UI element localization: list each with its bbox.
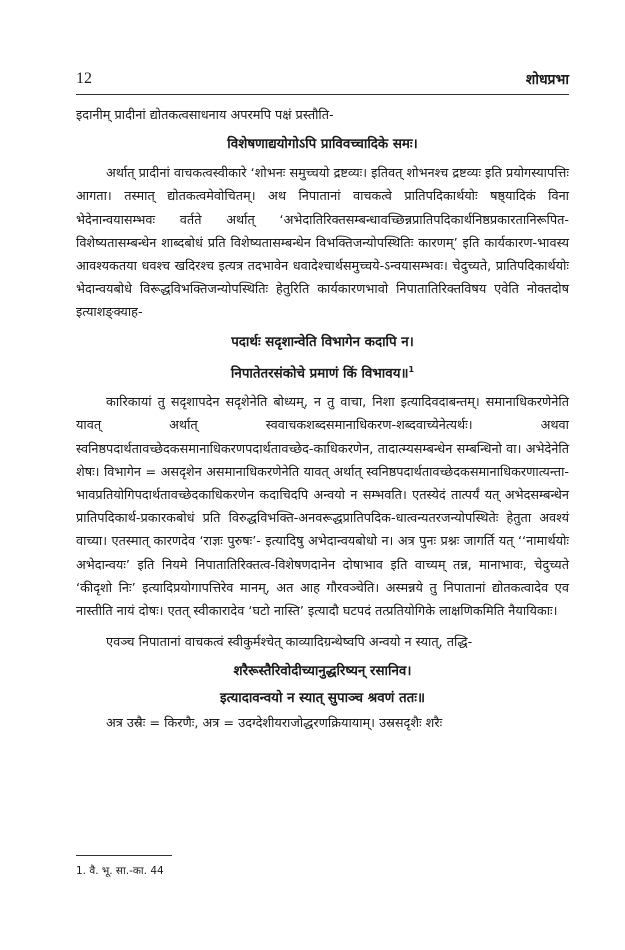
intro-line: इदानीम् प्रादीनां द्योतकत्वसाधनाय अपरमपि पक्षं प्रस्तौति- (76, 108, 334, 123)
footnote-marker: 1 (408, 364, 415, 374)
verse-karika-2-line-1: पदार्थः सदृशान्वेति विभागेन कदापि न। (231, 334, 414, 350)
running-head: शोधप्रभा (525, 72, 569, 88)
header-rule (76, 94, 569, 95)
paragraph-4: अत्र उस्रैः = किरणैः, अत्र = उदग्देशीयराजोद्धरणक्रियायाम्। उस्रसदृशैः शरैः (106, 716, 443, 732)
verse-karika-2-line-2 (76, 356, 569, 387)
footnote: 1. वै. भू. सा.-का. 44 (76, 865, 164, 877)
verse-3-line-1: शरैरूस्तैरिवोदीच्यानुद्धरिष्यन् रसानिव। (233, 664, 412, 680)
verse-text: निपातेतरसंकोचे प्रमाणं किं विभावय॥ (230, 366, 409, 382)
main-text (76, 104, 569, 736)
paragraph-2: कारिकायां तु सदृशापदेन सदृशेनेति बोध्यम्, न तु वाचा, निशा इत्यादिवदाबन्तम्। समानाधिकरणेनेति यावत् अर्थात् स्ववाचकशब्दसमानाधिकरण-शब्दवाच्येनेत्यर्थः। अथवा स्वनिष्ठपदार्थतावच्छेदकसमानाधिकरणपदार्थतावच्छेद-काधिकरणेन, तादात्म्यसम्बन्धेन सम्बन्धिनो वा। अभेदेनेति शेषः। विभागेन = असदृशेन असमानाधिकरणेनेति यावत् अर्थात् स्वनिष्ठपदार्थतावच्छेदकसमानाधिकरणात्यन्ता-भावप्रतियोगिपदार्थतावच्छेदकाधिकरणेन कदाचिदपि अन्वयो न सम्भवति। एतस्येदं तात्पर्यं यत् अभेदसम्बन्धेन प्रातिपदिकार्थ-प्रकारकबोधं प्रति विरुद्धविभक्ति-अनवरूद्धप्रातिपदिक-धात्वन्यतरजन्योपस्थितेः हेतुता अवश्यं वाच्या। एतस्मात् कारणदेव ‘राज्ञः पुरुषः’- इत्यादिषु अभेदान्वयबोधो न। अत्र पुनः प्रश्नः जागर्ति यत् ‘‘नामार्थयोः अभेदान्वयः’ इति नियमे निपातातिरिक्तत्व-विशेषणदानेन दोषाभाव इति वाच्यम् तन्न, मानाभावः, चेदुच्यते ‘कीदृशो निः’ इत्यादिप्रयोगापत्तिरेव मानम्, अत आह गौरवञ्चेति। अस्मन्नये तु निपातानां द्योतकत्वादेव एव नास्तीति नायं दोषः। एतत् स्वीकारादेव ‘घटो नास्ति’ इत्यादौ घटपदं तत्प्रतियोगिके लाक्षणिकमिति नैयायिकाः। (76, 395, 569, 619)
page-number: 12 (76, 70, 92, 87)
verse-karika-1: विशेषणाद्ययोगोऽपि प्राविवच्चादिके समः। (227, 137, 418, 153)
paragraph-3: एवञ्च निपातानां वाचकत्वं स्वीकुर्मश्चेत् काव्यादिग्रन्थेष्वपि अन्वयो न स्यात्, तद्धि- (106, 635, 473, 651)
paragraph-1: अर्थात् प्रादीनां वाचकत्वस्वीकारे ‘शोभनः समुच्चयो द्रष्टव्यः। इतिवत् शोभनश्च द्रष्टव्यः इति प्रयोगस्यापत्तिः आगता। तस्मात् द्योतकत्वमेवोचितम्। अथ निपातानां वाचकत्वे प्रातिपदिकार्थयोः षष्ठ्यादिकं विना भेदेनान्वयासम्भवः वर्तते अर्थात् ‘अभेदातिरिक्तसम्बन्धावच्छिन्नप्रातिपदिकार्थनिष्ठप्रकारतानिरूपित-विशेष्यतासम्बन्धेन शाब्दबोधं प्रति विशेष्यतासम्बन्धेन विभक्तिजन्योपस्थितिः कारणम्’ इति कार्यकारण-भावस्य आवश्यकतया धवश्च खदिरश्च इत्यत्र तदभावेन धवादेश्चार्थसमुच्चये-ऽन्वयासम्भवः। चेदुच्यते, प्रातिपदिकार्थयोः भेदान्वयबोधे विरूद्धविभक्तिजन्योपस्थितिः हेतुरिति कार्यकारणभावो निपातातिरिक्तविषय एवेति नोक्तदोष इत्याशङ्क्याह- (76, 166, 569, 321)
page-header (76, 70, 569, 92)
verse-3-line-2: इत्यादावन्वयो न स्यात् सुपाञ्च श्रवणं ततः॥ (220, 691, 425, 707)
footnote-rule (76, 855, 172, 856)
